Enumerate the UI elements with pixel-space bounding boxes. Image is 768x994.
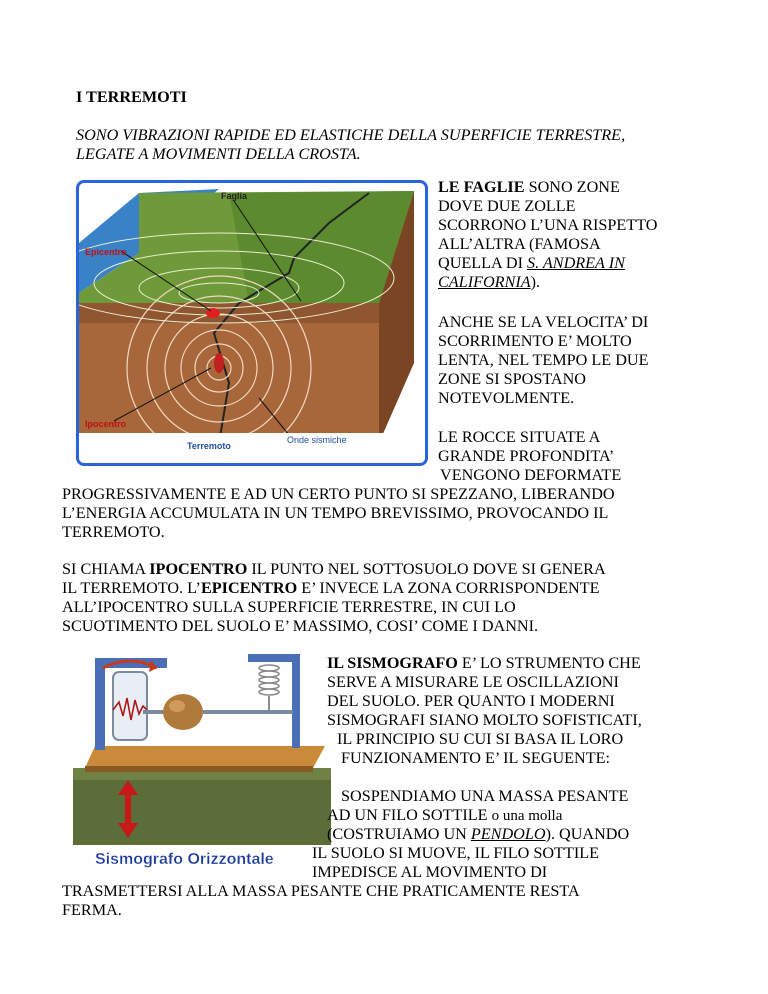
sismografo-term: IL SISMOGRAFO [327, 654, 458, 672]
page-title: I TERREMOTI [76, 88, 187, 106]
sismografo-line-2: SERVE A MISURARE LE OSCILLAZIONI [327, 673, 619, 691]
faglie-text-1: SONO ZONE [524, 178, 620, 196]
ipocentro-text-b: IL PUNTO NEL SOTTOSUOLO DOVE SI GENERA [247, 560, 606, 578]
velocita-line-4: ZONE SI SPOSTANO [438, 370, 587, 388]
ipocentro-line-2 [62, 579, 600, 598]
sismografo-line-3: DEL SUOLO. PER QUANTO I MODERNI [327, 692, 615, 710]
faglie-text-6b: ). [530, 273, 541, 291]
label-onde: Onde sismiche [287, 435, 347, 445]
pendolo-line-6: TRASMETTERSI ALLA MASSA PESANTE CHE PRATICAMENTE RESTA [62, 882, 580, 900]
velocita-line-2: SCORRIMENTO E’ MOLTO [438, 332, 632, 350]
pendolo-text-2a: AD UN FILO SOTTILE [327, 806, 492, 824]
ipocentro-line-1 [62, 560, 606, 579]
faglie-line-5 [438, 254, 625, 273]
seismograph-svg [73, 650, 331, 874]
rocce-line-1: LE ROCCE SITUATE A [438, 428, 601, 446]
pendolo-line-3 [327, 825, 629, 844]
pendolo-text-3c: ). QUANDO [545, 825, 630, 843]
ipocentro-text-d: E’ INVECE LA ZONA CORRISPONDENTE [297, 579, 600, 597]
faglie-line-4: ALL’ALTRA (FAMOSA [438, 235, 601, 253]
label-epicentro: Epicentro [85, 247, 127, 257]
faglie-line-6 [438, 273, 540, 292]
velocita-line-3: LENTA, NEL TEMPO LE DUE [438, 351, 649, 369]
pendolo-line-5: IMPEDISCE AL MOVIMENTO DI [312, 863, 548, 881]
ipocentro-text-c: IL TERREMOTO. L’ [62, 579, 201, 597]
faglie-link-california: CALIFORNIA [438, 273, 531, 291]
ipocentro-line-4: SCUOTIMENTO DEL SUOLO E’ MASSIMO, COSI’ COME I DANNI. [62, 617, 539, 635]
faglie-link-sandreas: S. ANDREA IN [527, 254, 625, 272]
faglie-term: LE FAGLIE [438, 178, 525, 196]
pendolo-line-2 [327, 806, 562, 826]
faglie-line-1 [438, 178, 620, 197]
pendolo-line-1: SOSPENDIAMO UNA MASSA PESANTE [341, 787, 629, 805]
rocce-line-2: GRANDE PROFONDITA’ [438, 447, 615, 465]
label-terremoto: Terremoto [187, 441, 231, 451]
seismograph-caption: Sismografo Orizzontale [95, 851, 274, 868]
velocita-line-1: ANCHE SE LA VELOCITA’ DI [438, 313, 649, 331]
velocita-line-5: NOTEVOLMENTE. [438, 389, 575, 407]
ipocentro-line-3: ALL’IPOCENTRO SULLA SUPERFICIE TERRESTRE, IN CUI LO [62, 598, 516, 616]
fault-diagram [76, 180, 428, 466]
pendolo-line-4: IL SUOLO SI MUOVE, IL FILO SOTTILE [312, 844, 599, 862]
pendolo-term: PENDOLO [470, 825, 546, 843]
faglie-text-5a: QUELLA DI [438, 254, 528, 272]
sismografo-line-1 [327, 654, 641, 673]
intro-line-1: SONO VIBRAZIONI RAPIDE ED ELASTICHE DELLA SUPERFICIE TERRESTRE, [76, 126, 626, 144]
sismografo-line-6: FUNZIONAMENTO E’ IL SEGUENTE: [341, 749, 611, 767]
faglie-line-2: DOVE DUE ZOLLE [438, 197, 576, 215]
intro-line-2: LEGATE A MOVIMENTI DELLA CROSTA. [76, 145, 361, 163]
epicentro-term: EPICENTRO [200, 579, 298, 597]
pendolo-text-2b: o una molla [491, 808, 563, 824]
sismografo-line-5: IL PRINCIPIO SU CUI SI BASA IL LORO [337, 730, 624, 748]
rocce-line-6: TERREMOTO. [62, 523, 165, 541]
fault-diagram-svg [79, 183, 425, 463]
faglie-line-3: SCORRONO L’UNA RISPETTO [438, 216, 658, 234]
pendolo-text-3a: (COSTRUIAMO UN [327, 825, 471, 843]
rocce-line-3: VENGONO DEFORMATE [440, 466, 622, 484]
pendolo-line-7: FERMA. [62, 901, 122, 919]
label-ipocentro: Ipocentro [85, 419, 127, 429]
seismograph-diagram [73, 650, 331, 874]
label-faglia: Faglia [221, 191, 248, 201]
rocce-line-5: L’ENERGIA ACCUMULATA IN UN TEMPO BREVISSIMO, PROVOCANDO IL [62, 504, 609, 522]
sismografo-text-1: E’ LO STRUMENTO CHE [457, 654, 641, 672]
ipocentro-text-a: SI CHIAMA [62, 560, 150, 578]
ipocentro-term: IPOCENTRO [149, 560, 248, 578]
rocce-line-4: PROGRESSIVAMENTE E AD UN CERTO PUNTO SI SPEZZANO, LIBERANDO [62, 485, 615, 503]
sismografo-line-4: SISMOGRAFI SIANO MOLTO SOFISTICATI, [327, 711, 642, 729]
